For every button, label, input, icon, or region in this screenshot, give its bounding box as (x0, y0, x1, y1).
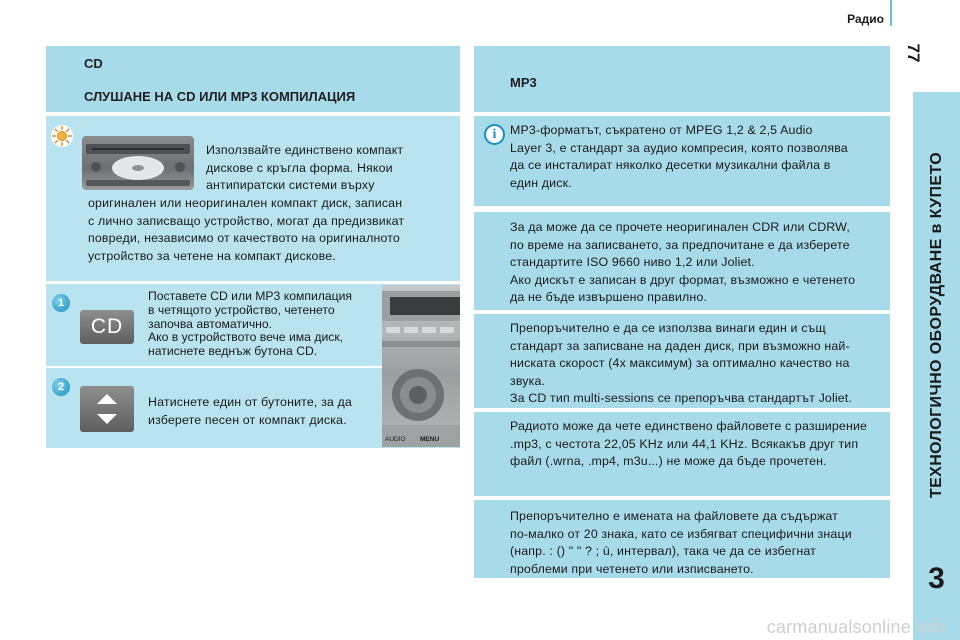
chapter-number: 3 (928, 562, 945, 595)
text-line: стандартите ISO 9660 ниво 1,2 или Joliet. (510, 255, 755, 270)
mp3-title: MP3 (510, 75, 537, 90)
audio-label: AUDIO (385, 436, 406, 443)
text-line: Поставете CD или MP3 компилация (148, 289, 353, 303)
text-line: Натиснете един от бутоните, за да (148, 395, 352, 409)
text-line: Ако в устройството вече има диск, (148, 330, 344, 345)
text-line: Препоръчително е да се използва винаги един и същ (510, 321, 826, 335)
intro-text-bottom (88, 195, 448, 265)
info-icon: i (484, 124, 505, 145)
text-line: един диск. (510, 175, 572, 190)
file-names-text (510, 508, 884, 578)
text-line: За CD тип multi-sessions се препоръчва стандартът Joliet. (510, 391, 852, 406)
cdr-format-text (510, 219, 884, 307)
menu-label: MENU (420, 436, 440, 443)
text-line: ниската скорост (4x максимум) за оптимално качество на (510, 356, 850, 371)
text-line: стандарт за записване на даден диск, при възможно най- (510, 338, 850, 353)
text-line: да се инсталират няколко десетки музикални файла в (510, 158, 831, 173)
text-line: проблеми при четенето или изписването. (510, 561, 754, 576)
text-line: Препоръчително е имената на файловете да съдържат (510, 509, 838, 523)
page-number: 77 (904, 43, 923, 63)
step-1-number: 1 (52, 294, 70, 312)
text-line: с лично записващо устройство, могат да предизвикат (88, 213, 405, 228)
text-line: Layer 3, е стандарт за аудио компресия, която позволява (510, 140, 848, 155)
sun-tip-icon (50, 124, 74, 148)
text-line: MP3-форматът, съкратено от MPEG 1,2 & 2,5 Audio (510, 123, 813, 137)
step-1-text (148, 290, 378, 359)
text-line: антипиратски системи върху (206, 178, 375, 193)
text-line: устройство за четене на компакт дискове. (88, 248, 336, 263)
radio-unit-photo (382, 285, 460, 447)
text-line: изберете песен от компакт диска. (148, 412, 347, 427)
recording-standard-text (510, 320, 884, 408)
cd-title: CD (84, 56, 103, 71)
text-line: .mp3, с честота 22,05 KHz или 44,1 KHz. Всякакъв друг тип (510, 436, 859, 451)
text-line: започва автоматично. (148, 316, 273, 331)
text-line: по време на записването, за предпочитане е да изберете (510, 237, 850, 252)
text-line: Използвайте единствено компакт (206, 143, 404, 157)
text-line: Ако дискът е записан в друг формат, възможно е четенето (510, 272, 856, 287)
cd-player-image (82, 136, 194, 190)
up-down-arrows-icon (80, 386, 134, 432)
text-line: дискове с кръгла форма. Някои (206, 160, 393, 175)
text-line: в четящото устройство, четенето (148, 302, 335, 317)
text-line: да не бъде извършено правилно. (510, 290, 708, 305)
step-2-text (148, 394, 378, 429)
text-line: повреди, независимо от качеството на оригиналното (88, 231, 400, 246)
text-line: оригинален или неоригинален компакт диск, записан (88, 196, 403, 210)
mp3-info-text (510, 122, 884, 192)
section-divider (890, 0, 892, 26)
section-title: Радио (847, 12, 884, 26)
text-line: натиснете веднъж бутона CD. (148, 344, 318, 359)
text-line: (напр. : () " " ? ; ù, интервал), така че да се избегнат (510, 544, 816, 559)
intro-text-top (206, 142, 446, 195)
text-line: звука. (510, 373, 546, 388)
file-types-text (510, 418, 884, 471)
chapter-title (913, 92, 960, 557)
text-line: файл (.wrna, .mp4, m3u...) не може да бъде прочетен. (510, 454, 827, 469)
cd-button-illustration: CD (80, 310, 134, 344)
text-line: по-малко от 20 знака, като се избягват специфични знаци (510, 526, 852, 541)
text-line: Радиото може да чете единствено файловете с разширение (510, 419, 868, 433)
step-2-number: 2 (52, 378, 70, 396)
chapter-title-text: ТЕХНОЛОГИЧНО ОБОРУДВАНЕ в КУПЕТО (927, 151, 945, 498)
cd-subtitle: СЛУШАНЕ НА CD ИЛИ MP3 КОМПИЛАЦИЯ (84, 89, 356, 104)
watermark: carmanualsonline.info (766, 617, 946, 637)
text-line: За да може да се прочете неоригинален CDR или CDRW, (510, 220, 850, 234)
